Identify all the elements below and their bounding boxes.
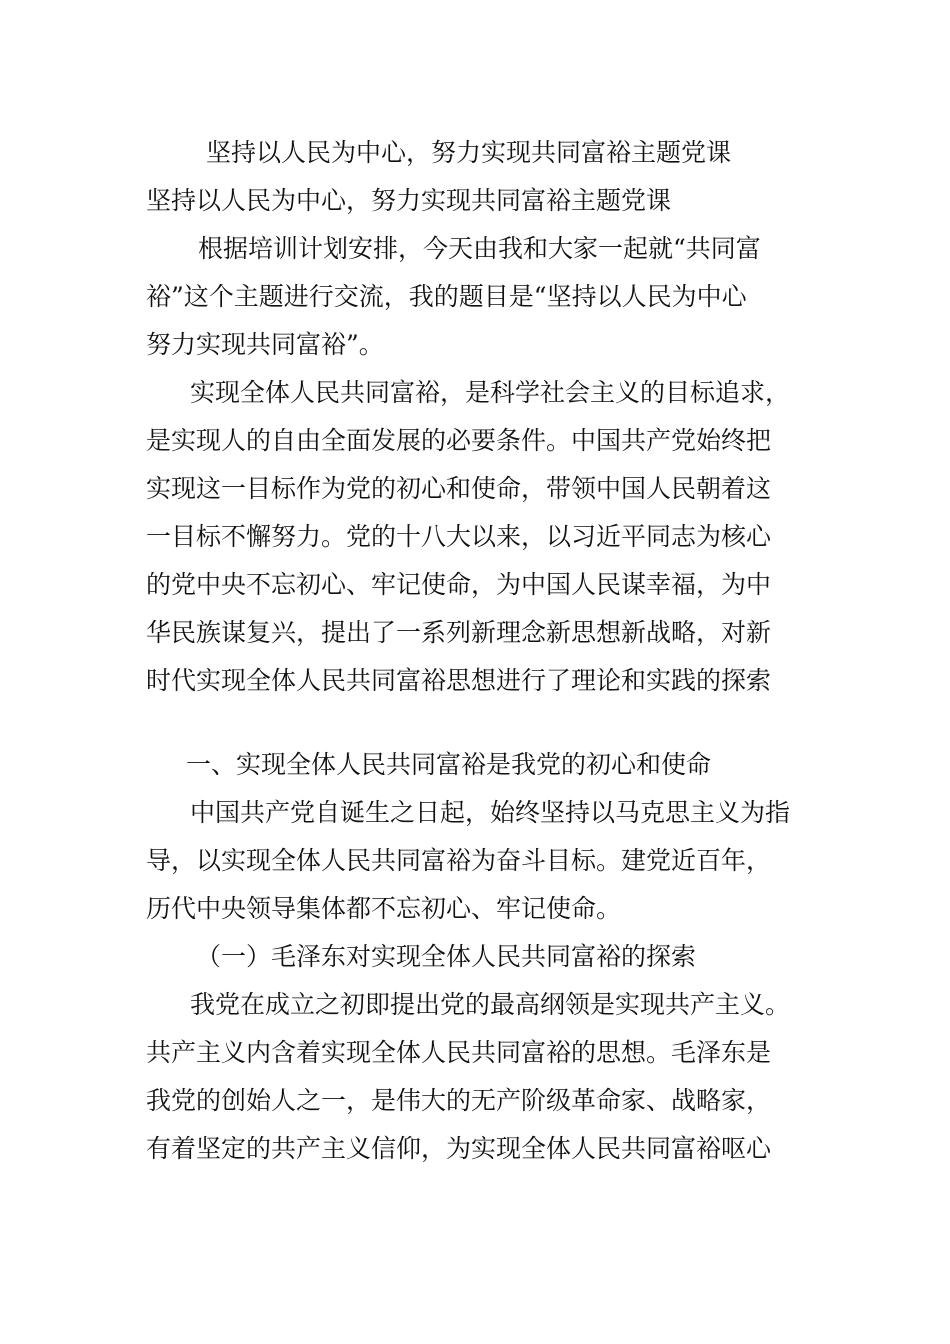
document-subtitle: 坚持以人民为中心，努力实现共同富裕主题党课 <box>146 186 672 215</box>
paragraph-line: 一目标不懈努力。党的十八大以来，以习近平同志为核心 <box>146 522 772 551</box>
paragraph-line: 根据培训计划安排，今天由我和大家一起就“共同富 <box>198 234 761 263</box>
paragraph-line: 我党的创始人之一，是伟大的无产阶级革命家、战略家， <box>146 1086 772 1115</box>
paragraph-3 <box>146 992 806 1162</box>
paragraph-line: 导，以实现全体人民共同富裕为奋斗目标。建党近百年， <box>146 846 772 875</box>
subsection-heading: （一）毛泽东对实现全体人民共同富裕的探索 <box>196 942 697 971</box>
document-page <box>146 132 806 1162</box>
paragraph-line: 努力实现共同富裕”。 <box>146 330 384 359</box>
paragraph-line: 中国共产党自诞生之日起，始终坚持以马克思主义为指 <box>190 798 791 827</box>
paragraph-line: 有着坚定的共产主义信仰，为实现全体人民共同富裕呕心 <box>146 1134 772 1163</box>
section-heading: 一、实现全体人民共同富裕是我党的初心和使命 <box>186 750 712 779</box>
paragraph-line: 时代实现全体人民共同富裕思想进行了理论和实践的探索 <box>146 666 772 695</box>
paragraph-line: 共产主义内含着实现全体人民共同富裕的思想。毛泽东是 <box>146 1038 772 1067</box>
paragraph-line: 实现这一目标作为党的初心和使命，带领中国人民朝着这 <box>146 474 772 503</box>
paragraph-line: 我党在成立之初即提出党的最高纲领是实现共产主义。 <box>190 990 791 1019</box>
document-title: 坚持以人民为中心，努力实现共同富裕主题党课 <box>206 138 732 167</box>
paragraph-line: 实现全体人民共同富裕，是科学社会主义的目标追求， <box>190 378 791 407</box>
paragraph-line: 历代中央领导集体都不忘初心、牢记使命。 <box>146 894 622 923</box>
paragraph-line: 裕”这个主题进行交流，我的题目是“坚持以人民为中心 <box>146 282 747 311</box>
paragraph-line: 的党中央不忘初心、牢记使命，为中国人民谋幸福，为中 <box>146 570 772 599</box>
paragraph-line: 是实现人的自由全面发展的必要条件。中国共产党始终把 <box>146 426 772 455</box>
paragraph-1 <box>146 380 806 694</box>
intro-paragraph <box>146 236 806 358</box>
paragraph-2 <box>146 800 806 922</box>
paragraph-line: 华民族谋复兴，提出了一系列新理念新思想新战略，对新 <box>146 618 772 647</box>
